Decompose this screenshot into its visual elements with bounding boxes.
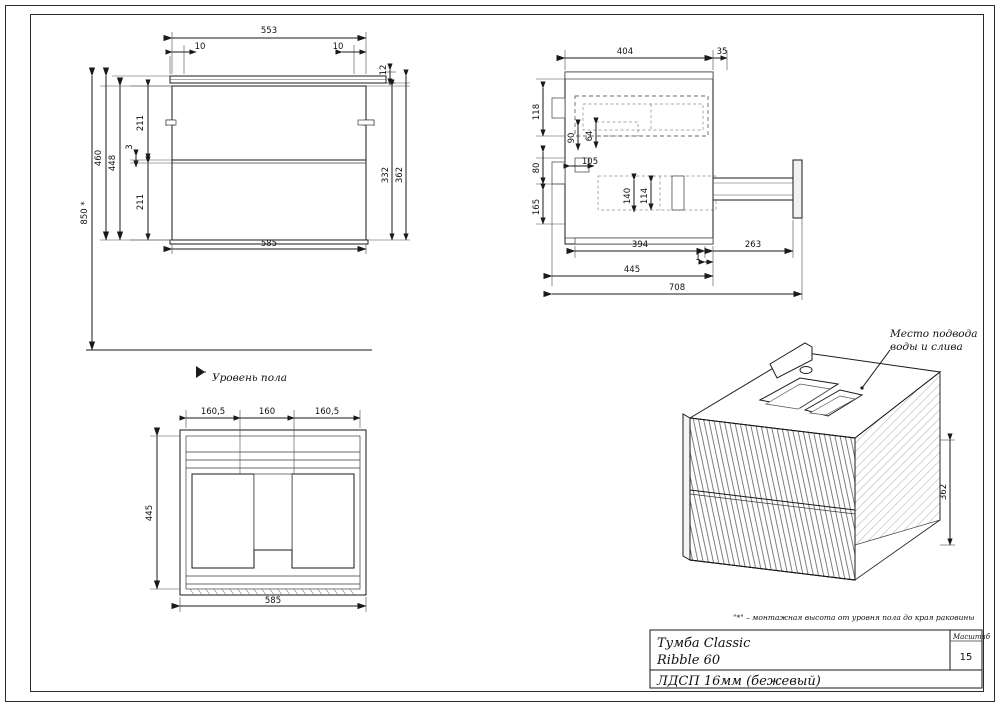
dim-bottom-1605-left: 160,5 [200, 407, 226, 417]
dim-iso-362: 362 [939, 483, 949, 501]
dim-side-114: 114 [640, 187, 650, 205]
dim-front-211-top: 211 [136, 114, 146, 132]
dim-side-708: 708 [668, 283, 686, 293]
dim-side-80: 80 [532, 162, 542, 174]
dim-front-10-right: 10 [332, 42, 344, 52]
dim-front-362: 362 [395, 166, 405, 184]
dim-front-12: 12 [379, 64, 389, 76]
dim-side-105: 105 [581, 157, 599, 167]
view-bottom [145, 407, 366, 612]
dim-bottom-1605-right: 160,5 [314, 407, 340, 417]
dim-side-35: 35 [716, 47, 728, 57]
dim-bottom-585: 585 [264, 596, 282, 606]
dim-side-1: 1 [695, 253, 701, 263]
title-material: ЛДСП 16мм (бежевый) [657, 674, 821, 689]
dim-side-445: 445 [623, 265, 641, 275]
dim-side-263: 263 [744, 240, 762, 250]
title-block [650, 630, 991, 689]
dim-front-211-bottom: 211 [136, 193, 146, 211]
dim-front-3: 3 [125, 144, 135, 150]
view-side-section [532, 47, 802, 300]
dim-front-448: 448 [108, 154, 118, 172]
dim-side-394: 394 [631, 240, 649, 250]
title-product-line1: Тумба Classic [657, 636, 751, 651]
note-floor-level: Уровень пола [212, 372, 287, 384]
note-water-supply-line2: воды и слива [890, 341, 963, 353]
dim-front-460: 460 [94, 149, 104, 167]
dim-bottom-160: 160 [258, 407, 276, 417]
dim-front-10-left: 10 [194, 42, 206, 52]
title-scale-label: Масштаб [953, 633, 990, 641]
dim-bottom-445: 445 [145, 504, 155, 522]
note-water-supply-line1: Место подвода [890, 328, 978, 340]
dim-side-404: 404 [616, 47, 634, 57]
dim-front-553: 553 [260, 26, 278, 36]
dim-front-850: 850 * [80, 201, 90, 225]
dim-side-90: 90 [567, 132, 577, 144]
dim-side-64: 64 [585, 130, 595, 142]
note-footnote: "*" – монтажная высота от уровня пола до края раковины [733, 613, 975, 622]
title-scale-value: 15 [959, 652, 973, 663]
dim-side-118: 118 [532, 103, 542, 121]
view-isometric [683, 328, 978, 622]
dim-side-165: 165 [532, 198, 542, 216]
dim-front-332: 332 [381, 166, 391, 184]
dim-side-140: 140 [623, 187, 633, 205]
title-product-line2: Ribble 60 [657, 653, 721, 668]
view-front-elevation [80, 26, 410, 384]
dim-front-585: 585 [260, 239, 278, 249]
